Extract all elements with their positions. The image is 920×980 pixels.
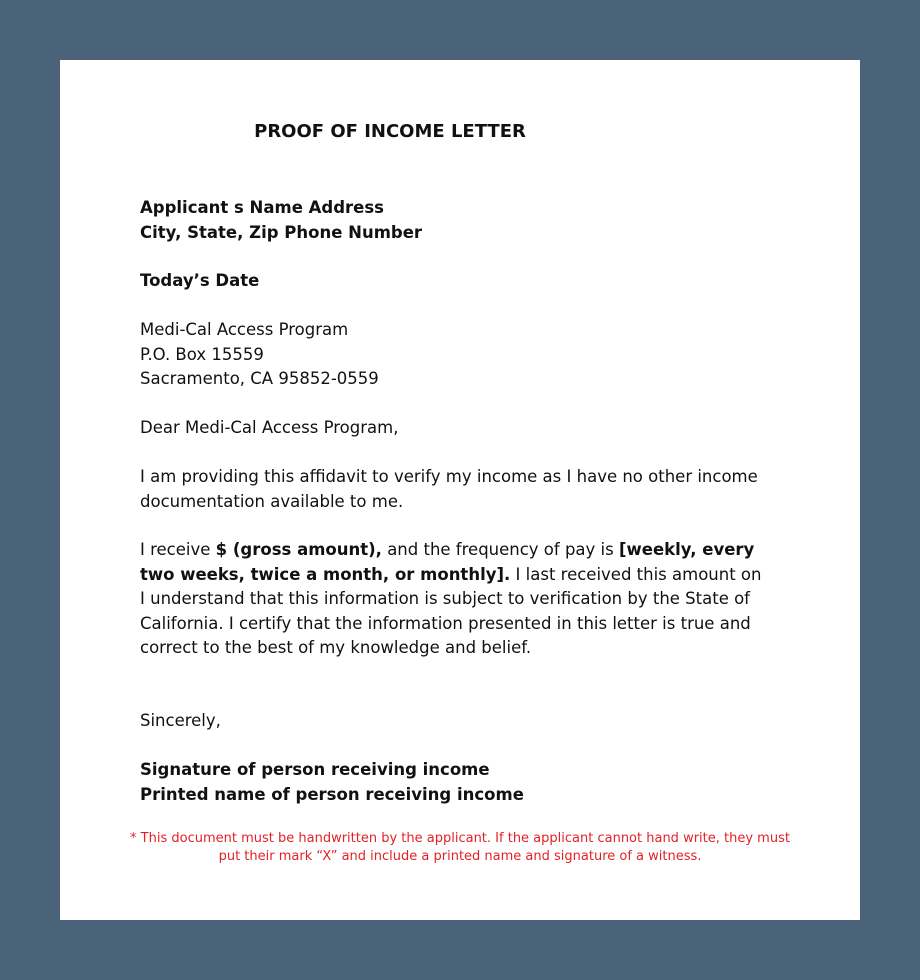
printed-name-line: Printed name of person receiving income bbox=[140, 784, 524, 804]
letter-page bbox=[60, 60, 860, 920]
recipient-city: Sacramento, CA 95852-0559 bbox=[140, 369, 379, 388]
salutation: Dear Medi-Cal Access Program, bbox=[140, 418, 399, 437]
footnote-line-1: * This document must be handwritten by the applicant. If the applicant cannot hand write, they must bbox=[130, 831, 790, 846]
recipient-po-box: P.O. Box 15559 bbox=[140, 344, 264, 364]
certification-text: I understand that this information is subject to verification by the State of California. I certify that the information presented in this letter is true and correct to the best of my knowledge and belief. bbox=[140, 589, 751, 657]
income-text-2: and the frequency of pay is bbox=[381, 540, 619, 559]
date-line: Today’s Date bbox=[140, 271, 260, 290]
recipient-block bbox=[140, 318, 379, 392]
letter-title: PROOF OF INCOME LETTER bbox=[254, 121, 526, 142]
signature-block bbox=[140, 758, 524, 807]
gross-amount: $ (gross amount), bbox=[215, 540, 382, 559]
recipient-name: Medi-Cal Access Program bbox=[140, 320, 349, 339]
footnote-line-2: put their mark “X” and include a printed name and signature of a witness. bbox=[218, 849, 702, 864]
applicant-city-phone: City, State, Zip Phone Number bbox=[140, 222, 423, 242]
paragraph-affidavit: I am providing this affidavit to verify my income as I have no other income documentation available to me. bbox=[140, 467, 758, 511]
signature-line: Signature of person receiving income bbox=[140, 760, 490, 779]
footnote bbox=[60, 830, 860, 866]
closing: Sincerely, bbox=[140, 711, 221, 730]
applicant-block bbox=[140, 196, 422, 245]
income-text-1: I receive bbox=[140, 540, 216, 559]
income-text-3: I last received this amount on bbox=[510, 564, 762, 584]
paragraph-income bbox=[140, 538, 780, 661]
applicant-name-address: Applicant s Name Address bbox=[140, 198, 384, 217]
pay-frequency: [weekly, every two weeks, twice a month, or monthly]. bbox=[140, 540, 755, 584]
